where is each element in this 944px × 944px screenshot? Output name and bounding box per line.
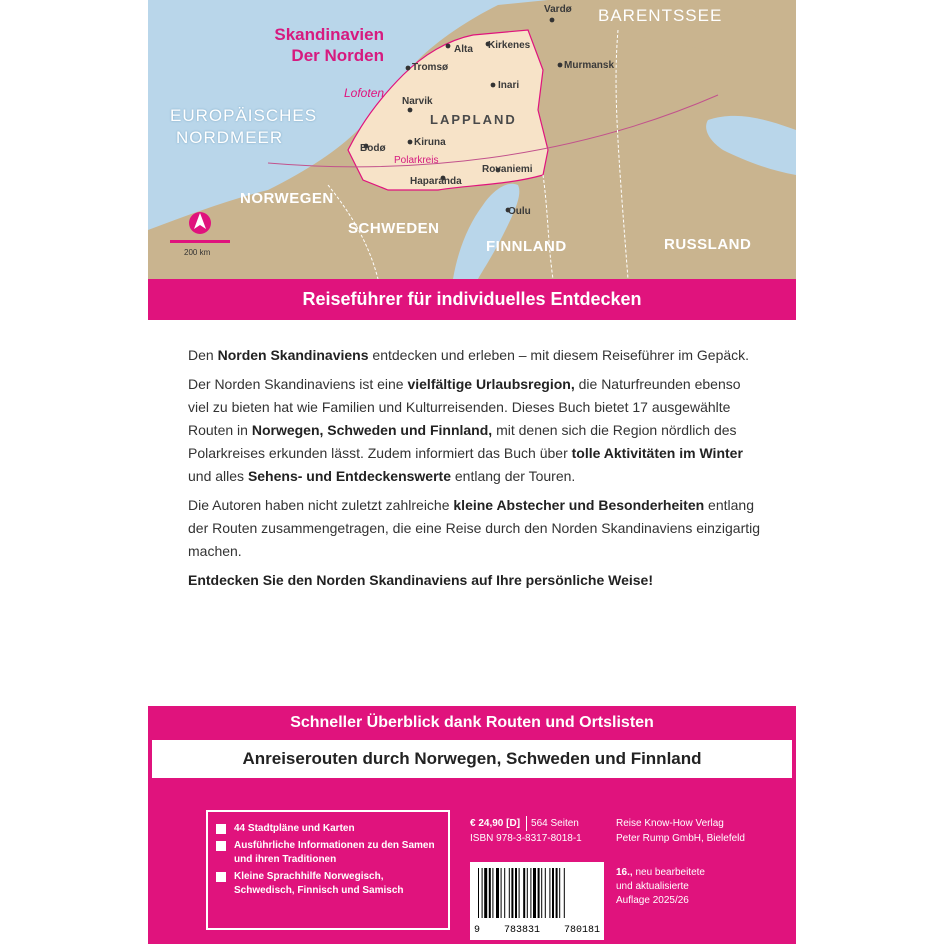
paragraph-1: Den Norden Skandinaviens entdecken und erleben – mit diesem Reiseführer im Gepäck. [188, 347, 750, 363]
sea-label-norwegian-2: NORDMEER [176, 128, 284, 147]
bottom-info-panel [148, 706, 796, 944]
city-alta: Alta [454, 44, 473, 55]
map-title-line2: Der Norden [291, 46, 384, 65]
city-rovaniemi: Rovaniemi [482, 164, 533, 175]
map [148, 0, 796, 279]
region-label-lappland: LAPPLAND [430, 112, 517, 127]
isbn-barcode [470, 862, 604, 940]
polar-circle-label: Polarkreis [394, 155, 439, 166]
city-vardo: Vardø [544, 4, 572, 15]
island-lofoten: Lofoten [344, 86, 385, 100]
publisher-info [616, 816, 786, 846]
checkbox-icon [216, 841, 226, 851]
map-title-line1: Skandinavien [274, 25, 384, 44]
edition-info: 16., neu bearbeitete und aktualisierte Auflage 2025/26 [616, 867, 705, 906]
city-oulu: Oulu [508, 206, 531, 217]
checkbox-icon [216, 872, 226, 882]
city-kiruna: Kiruna [414, 137, 446, 148]
sea-label-norwegian-1: EUROPÄISCHES [170, 106, 318, 125]
sea-label-barents: BARENTSSEE [598, 6, 723, 25]
routes-box: Anreiserouten durch Norwegen, Schweden und Finnland [150, 738, 794, 780]
isbn: ISBN 978-3-8317-8018-1 [470, 833, 582, 844]
map-title [244, 24, 384, 66]
publisher-line2: Peter Rump GmbH, Bielefeld [616, 833, 745, 844]
overview-heading: Schneller Überblick dank Routen und Ortslisten [260, 710, 684, 736]
paragraph-3: Die Autoren haben nicht zuletzt zahlreiche kleine Abstecher und Besonderheiten entlang der Routen zusammengetragen, die eine Reise durch den Norden Skandinaviens einzigartig machen. [188, 497, 761, 559]
feature-item: 44 Stadtpläne und Karten [216, 822, 440, 836]
city-haparanda: Haparanda [410, 176, 462, 187]
checkbox-icon [216, 824, 226, 834]
city-narvik: Narvik [402, 96, 433, 107]
publisher-line1: Reise Know-How Verlag [616, 818, 724, 829]
barcode-digits: 9 783831 780181 [474, 925, 600, 936]
city-murmansk: Murmansk [564, 60, 615, 71]
tagline-banner: Reiseführer für individuelles Entdecken [148, 279, 796, 320]
city-kirkenes: Kirkenes [488, 40, 531, 51]
page-count: 564 Seiten [526, 816, 579, 831]
closing-line: Entdecken Sie den Norden Skandinaviens auf Ihre persönliche Weise! [188, 572, 653, 588]
country-label-russia: RUSSLAND [664, 236, 752, 253]
feature-item: Ausführliche Informationen zu den Samen und ihren Traditionen [216, 839, 440, 867]
price: € 24,90 [D] [470, 818, 521, 829]
description-text [188, 344, 763, 598]
city-tromso: Tromsø [412, 62, 449, 73]
barcode-bars [478, 868, 596, 918]
country-label-finland: FINNLAND [486, 238, 567, 255]
feature-item: Kleine Sprachhilfe Norwegisch, Schwedisch, Finnisch und Samisch [216, 870, 440, 898]
feature-list [206, 810, 450, 930]
country-label-sweden: SCHWEDEN [348, 220, 440, 237]
city-bode: Bodø [360, 143, 386, 154]
paragraph-2: Der Norden Skandinaviens ist eine vielfältige Urlaubsregion, die Naturfreunden ebenso viel zu bieten hat wie Familien und Kulturreisenden. Dieses Buch bietet 17 ausgewählte Routen in Norwegen, Schweden und Finnland, mit denen sich die Region nördlich des Polarkreises erkunden lässt. Zudem informiert das Buch über tolle Aktivitäten im Winter und alles Sehens- und Entdeckenswerte entlang der Touren. [188, 376, 743, 484]
book-back-cover [148, 0, 796, 944]
country-label-norway: NORWEGEN [240, 190, 334, 207]
scale-label: 200 km [184, 248, 211, 257]
pricing-info [470, 816, 600, 846]
city-inari: Inari [498, 80, 520, 91]
